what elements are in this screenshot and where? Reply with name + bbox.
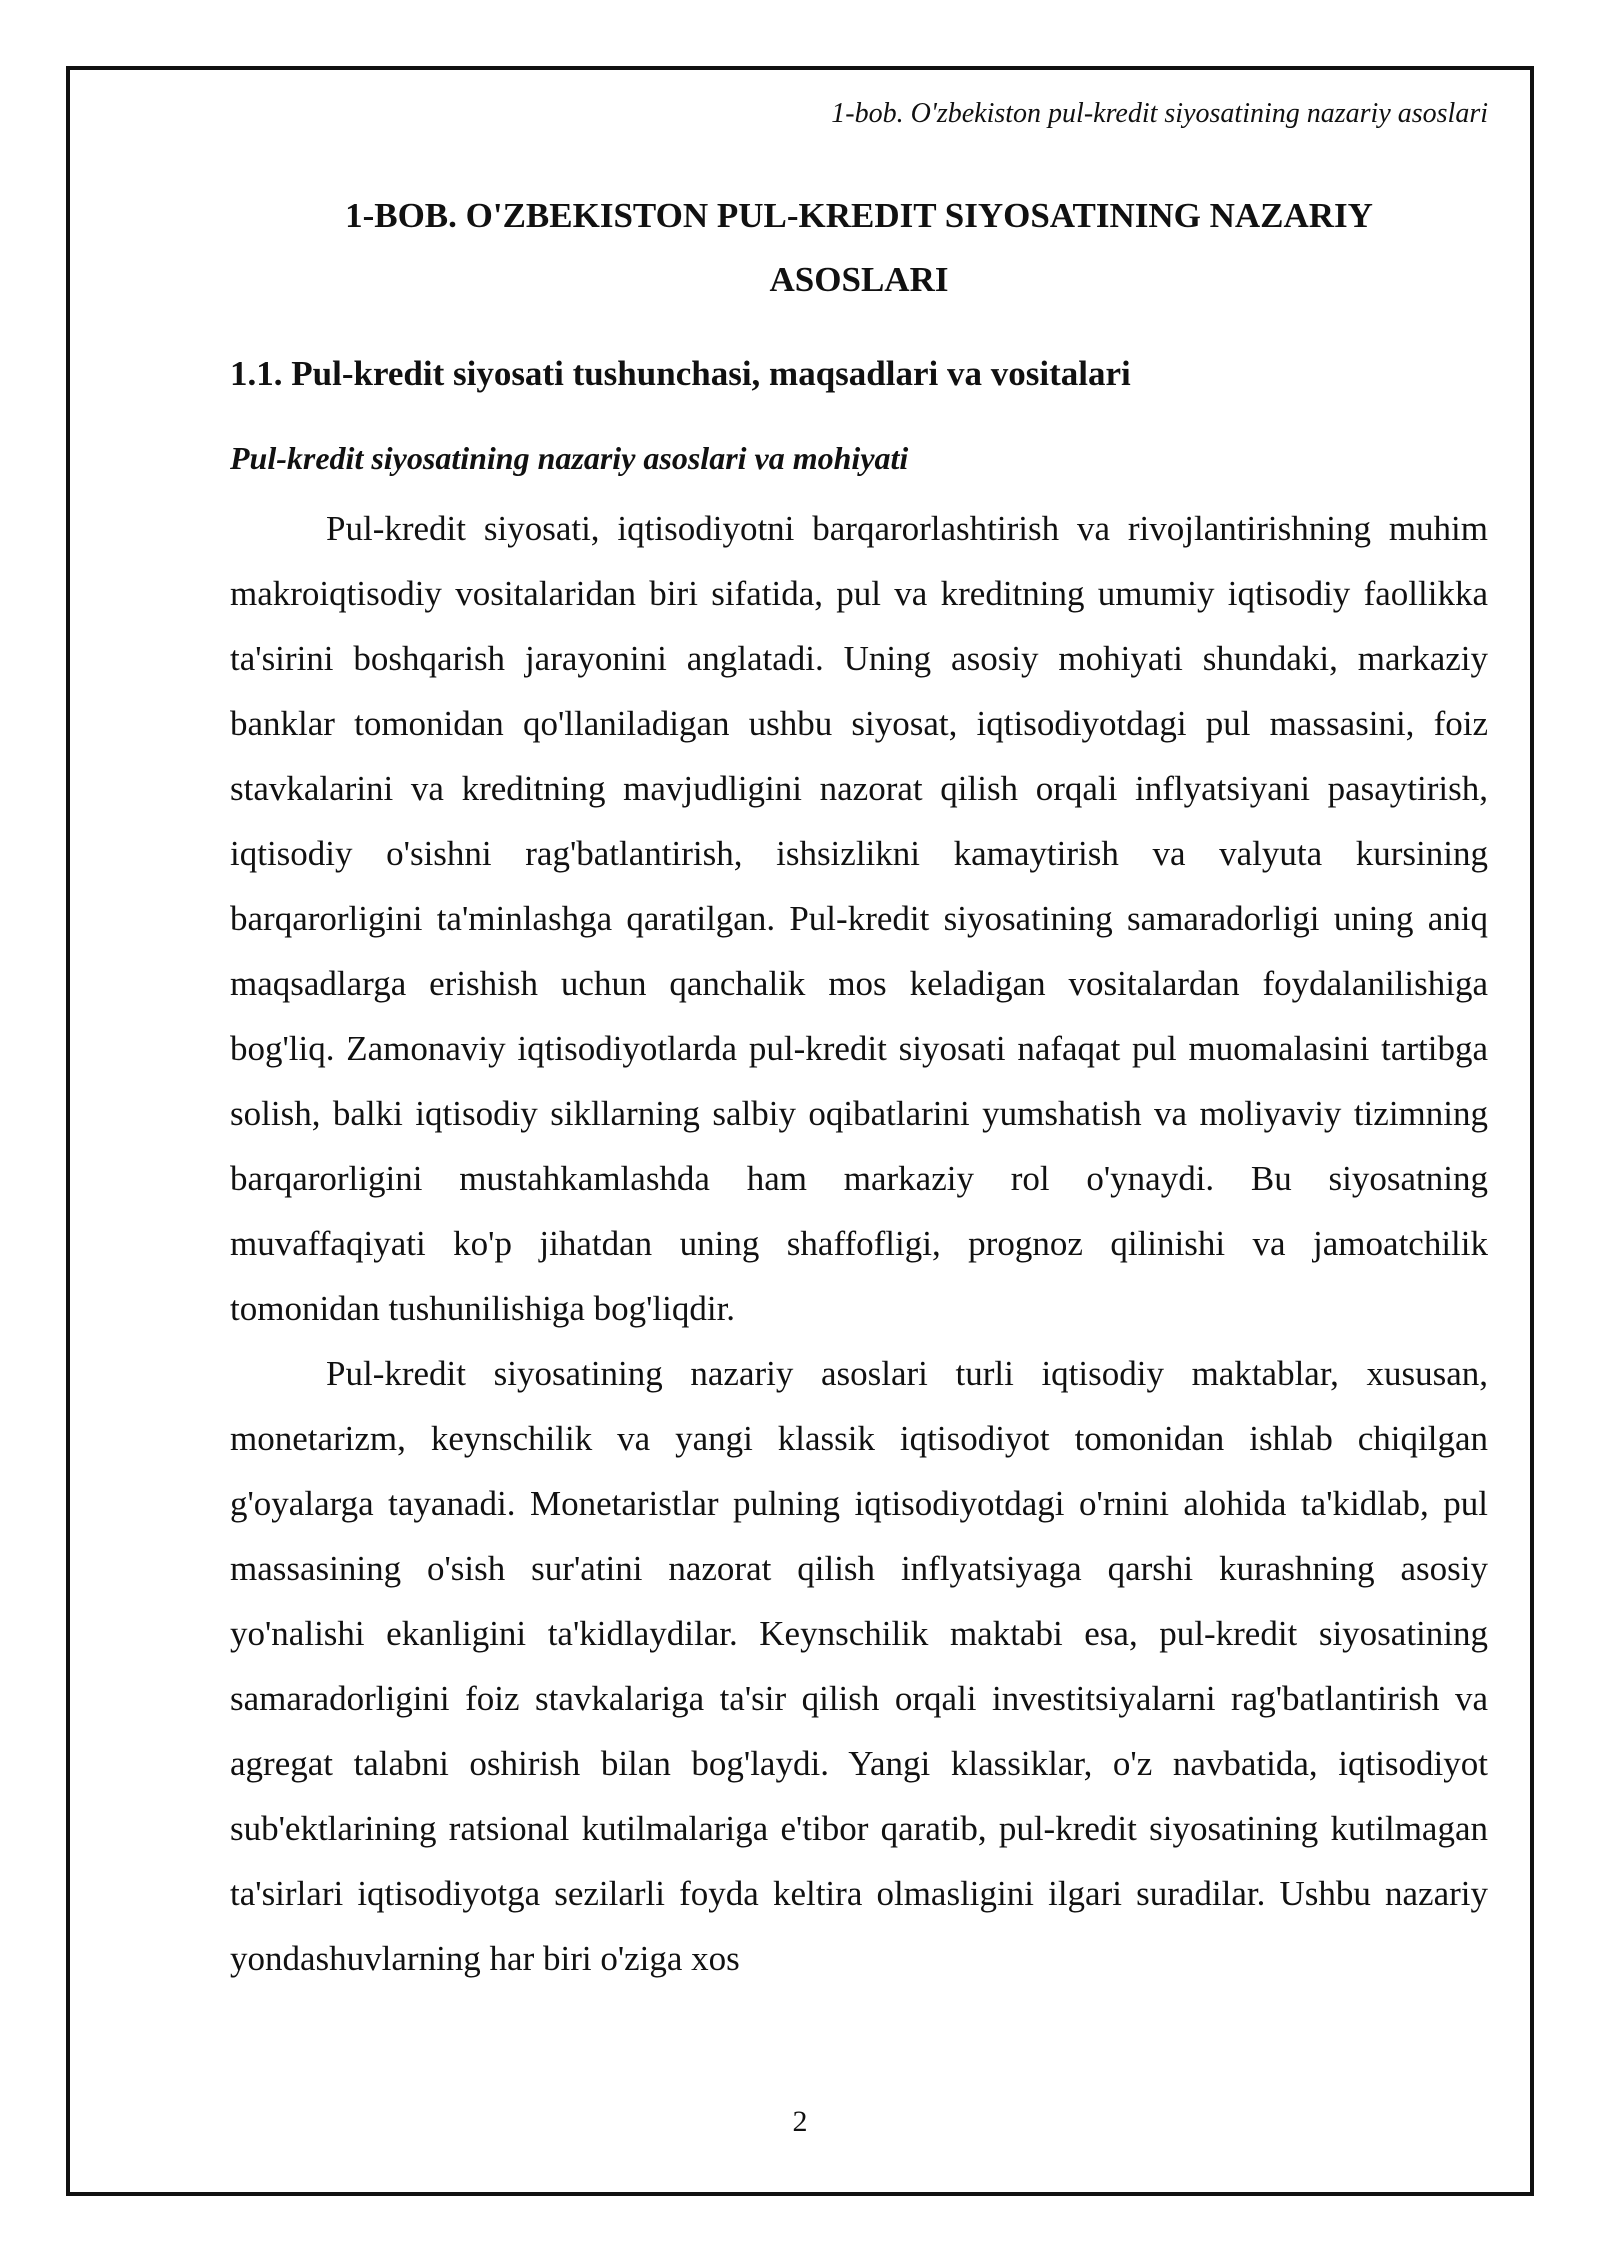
- chapter-title-line-2: ASOSLARI: [769, 260, 949, 299]
- running-header: 1-bob. O'zbekiston pul-kredit siyosatining nazariy asoslari: [831, 98, 1488, 129]
- chapter-title: [230, 184, 1488, 312]
- page-content: [230, 66, 1488, 1991]
- chapter-title-line-1: 1-BOB. O'ZBEKISTON PUL-KREDIT SIYOSATINING NAZARIY: [345, 196, 1373, 235]
- section-subtitle: Pul-kredit siyosatining nazariy asoslari va mohiyati: [230, 440, 909, 476]
- section-title: 1.1. Pul-kredit siyosati tushunchasi, maqsadlari va vositalari: [230, 354, 1131, 393]
- page-number: 2: [792, 2105, 808, 2138]
- body-paragraph: Pul-kredit siyosati, iqtisodiyotni barqarorlashtirish va rivojlantirishning muhim makroiqtisodiy vositalaridan biri sifatida, pul va kreditning umumiy iqtisodiy faollikka ta'sirini boshqarish jarayonini anglatadi. Uning asosiy mohiyati shundaki, markaziy banklar tomonidan qo'llaniladigan ushbu siyosat, iqtisodiyotdagi pul massasini, foiz stavkalarini va kreditning mavjudligini nazorat qilish orqali inflyatsiyani pasaytirish, iqtisodiy o'sishni rag'batlantirish, ishsizlikni kamaytirish va valyuta kursining barqarorligini ta'minlashga qaratilgan. Pul-kredit siyosatining samaradorligi uning aniq maqsadlarga erishish uchun qanchalik mos keladigan vositalardan foydalanilishiga bog'liq. Zamonaviy iqtisodiyotlarda pul-kredit siyosati nafaqat pul muomalasini tartibga solish, balki iqtisodiy sikllarning salbiy oqibatlarini yumshatish va moliyaviy tizimning barqarorligini mustahkamlashda ham markaziy rol o'ynaydi. Bu siyosatning muvaffaqiyati ko'p jihatdan uning shaffofligi, prognoz qilinishi va jamoatchilik tomonidan tushunilishiga bog'liqdir.: [230, 509, 1488, 1328]
- body-paragraph: Pul-kredit siyosatining nazariy asoslari turli iqtisodiy maktablar, xususan, monetarizm, keynschilik va yangi klassik iqtisodiyot tomonidan ishlab chiqilgan g'oyalarga tayanadi. Monetaristlar pulning iqtisodiyotdagi o'rnini alohida ta'kidlab, pul massasining o'sish sur'atini nazorat qilish inflyatsiyaga qarshi kurashning asosiy yo'nalishi ekanligini ta'kidlaydilar. Keynschilik maktabi esa, pul-kredit siyosatining samaradorligini foiz stavkalariga ta'sir qilish orqali investitsiyalarni rag'batlantirish va agregat talabni oshirish bilan bog'laydi. Yangi klassiklar, o'z navbatida, iqtisodiyot sub'ektlarining ratsional kutilmalariga e'tibor qaratib, pul-kredit siyosatining kutilmagan ta'sirlari iqtisodiyotga sezilarli foyda keltira olmasligini ilgari suradilar. Ushbu nazariy yondashuvlarning har biri o'ziga xos: [230, 1354, 1488, 1978]
